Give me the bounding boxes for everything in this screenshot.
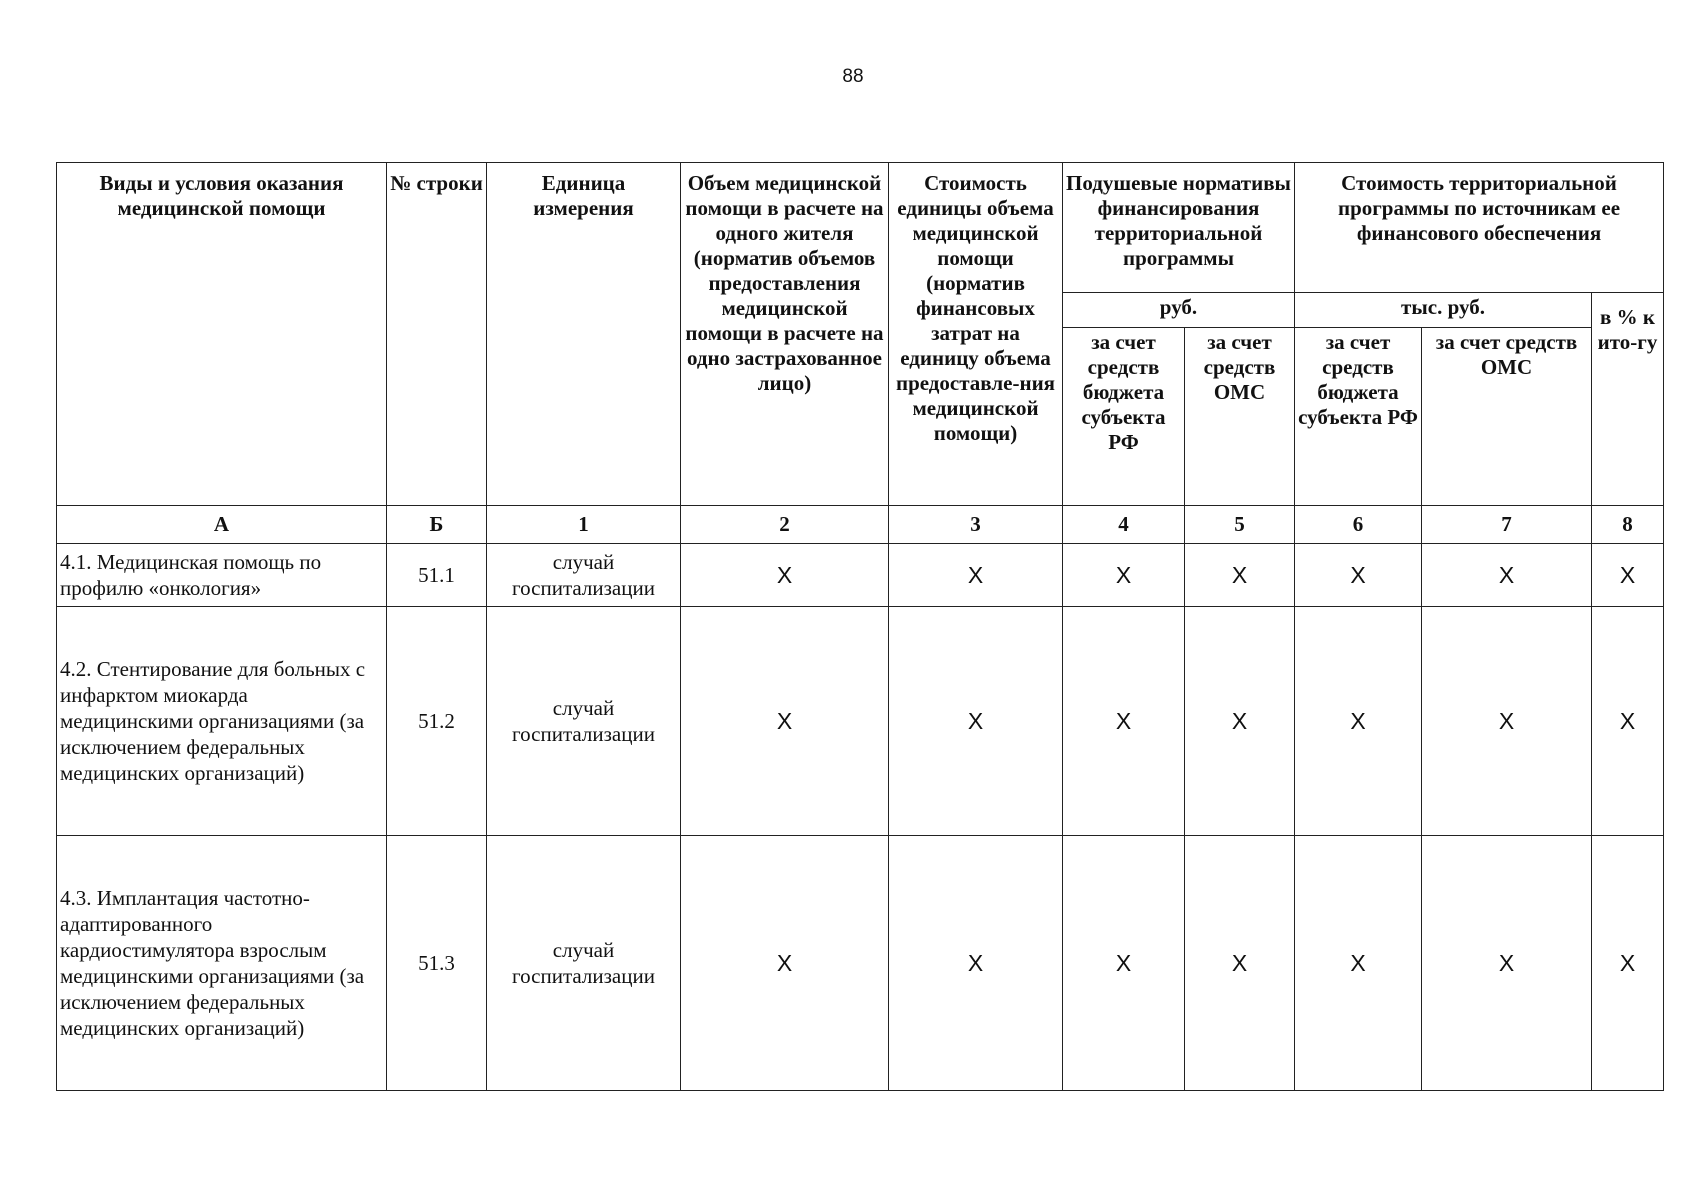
column-index: 4 (1063, 506, 1185, 544)
header-per-capita-group: Подушевые нормативы финансирования территориальной программы (1063, 163, 1295, 293)
row-unit: случай госпитализации (487, 544, 681, 607)
row-value: Х (1185, 607, 1295, 836)
row-line-number: 51.2 (387, 607, 487, 836)
row-value: Х (1295, 544, 1422, 607)
column-index: 6 (1295, 506, 1422, 544)
column-index: 8 (1592, 506, 1664, 544)
row-line-number: 51.3 (387, 836, 487, 1091)
row-value: Х (681, 836, 889, 1091)
row-care-type: 4.3. Имплантация частотно-адаптированного кардиостимулятора взрослым медицинскими организациями (за исключением федеральных медицинских организаций) (57, 836, 387, 1091)
column-index: 1 (487, 506, 681, 544)
row-value: Х (1422, 544, 1592, 607)
row-value: Х (1592, 544, 1664, 607)
row-care-type: 4.1. Медицинская помощь по профилю «онкология» (57, 544, 387, 607)
row-value: Х (1185, 836, 1295, 1091)
header-unit-cost: Стоимость единицы объема медицинской помощи (норматив финансовых затрат на единицу объема предоставле-ния медицинской помощи) (889, 163, 1063, 506)
row-care-type: 4.2. Стентирование для больных с инфарктом миокарда медицинскими организациями (за исключением федеральных медицинских организаций) (57, 607, 387, 836)
column-index: 3 (889, 506, 1063, 544)
header-percent-total: в % к ито-гу (1592, 293, 1664, 506)
row-unit: случай госпитализации (487, 836, 681, 1091)
page-number: 88 (842, 66, 864, 87)
row-value: Х (681, 544, 889, 607)
column-index: Б (387, 506, 487, 544)
header-care-type: Виды и условия оказания медицинской помощи (57, 163, 387, 506)
header-oms-per-capita: за счет средств ОМС (1185, 328, 1295, 506)
header-rub: руб. (1063, 293, 1295, 328)
row-value: Х (681, 607, 889, 836)
row-unit: случай госпитализации (487, 607, 681, 836)
header-budget-cost: за счет средств бюджета субъекта РФ (1295, 328, 1422, 506)
funding-table (56, 162, 1664, 1091)
row-value: Х (1592, 836, 1664, 1091)
table-header (57, 163, 1664, 544)
header-thous-rub: тыс. руб. (1295, 293, 1592, 328)
row-line-number: 51.1 (387, 544, 487, 607)
column-index: 5 (1185, 506, 1295, 544)
column-index-row (57, 506, 1664, 544)
row-value: Х (1063, 836, 1185, 1091)
column-index: А (57, 506, 387, 544)
header-program-cost-group: Стоимость территориальной программы по источникам ее финансового обеспечения (1295, 163, 1664, 293)
row-value: Х (1063, 607, 1185, 836)
column-index: 2 (681, 506, 889, 544)
row-value: Х (1295, 607, 1422, 836)
row-value: Х (1063, 544, 1185, 607)
row-value: Х (889, 836, 1063, 1091)
row-value: Х (889, 544, 1063, 607)
header-line-number: № строки (387, 163, 487, 506)
row-value: Х (1592, 607, 1664, 836)
row-value: Х (1185, 544, 1295, 607)
table-row (57, 836, 1664, 1091)
row-value: Х (1422, 836, 1592, 1091)
table-body (57, 544, 1664, 1091)
header-budget-per-capita: за счет средств бюджета субъекта РФ (1063, 328, 1185, 506)
row-value: Х (1422, 607, 1592, 836)
column-index: 7 (1422, 506, 1592, 544)
row-value: Х (889, 607, 1063, 836)
row-value: Х (1295, 836, 1422, 1091)
header-volume: Объем медицинской помощи в расчете на одного жителя (норматив объемов предоставления медицинской помощи в расчете на одно застрахованное лицо) (681, 163, 889, 506)
header-unit: Единица измерения (487, 163, 681, 506)
header-oms-cost: за счет средств ОМС (1422, 328, 1592, 506)
table-row (57, 607, 1664, 836)
table-row (57, 544, 1664, 607)
